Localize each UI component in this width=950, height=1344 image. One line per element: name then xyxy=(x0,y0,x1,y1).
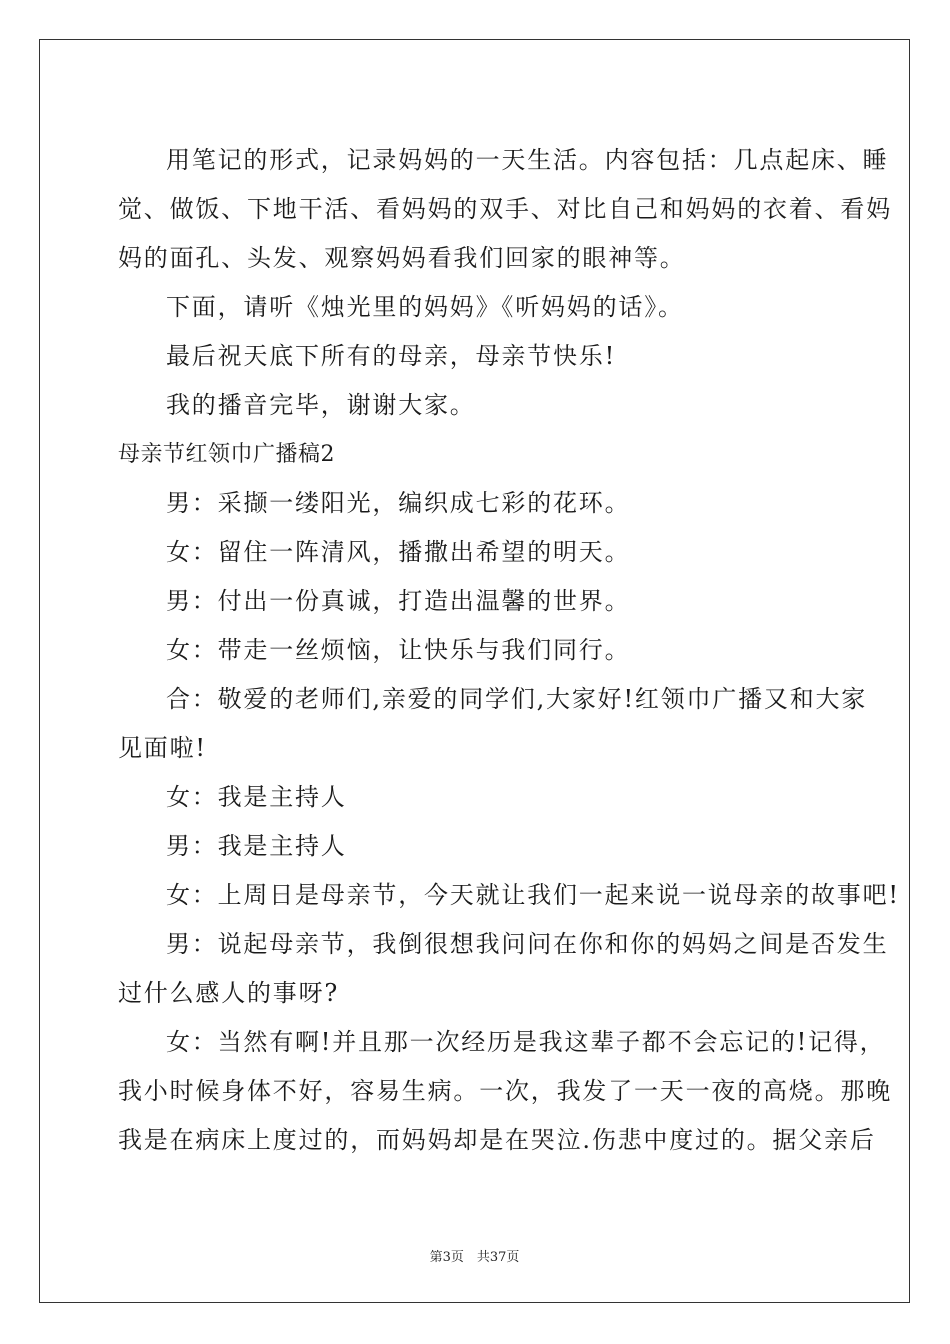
paragraph-line: 妈的面孔、头发、观察妈妈看我们回家的眼神等。 xyxy=(118,244,686,272)
paragraph-line: 男：我是主持人 xyxy=(166,832,347,860)
paragraph-line: 女：当然有啊!并且那一次经历是我这辈子都不会忘记的!记得， xyxy=(166,1028,886,1056)
page-footer: 第3页 共37页 xyxy=(429,1250,520,1265)
paragraph-line: 我的播音完毕，谢谢大家。 xyxy=(166,391,476,419)
paragraph-line: 见面啦! xyxy=(118,734,207,762)
paragraph-line: 我小时候身体不好，容易生病。一次，我发了一天一夜的高烧。那晚 xyxy=(118,1077,892,1105)
paragraph-line: 最后祝天底下所有的母亲，母亲节快乐! xyxy=(166,342,617,370)
paragraph-line: 女：上周日是母亲节，今天就让我们一起来说一说母亲的故事吧! xyxy=(166,881,900,909)
paragraph-line: 女：带走一丝烦恼，让快乐与我们同行。 xyxy=(166,636,631,664)
paragraph-line: 过什么感人的事呀? xyxy=(118,979,340,1007)
paragraph-line: 用笔记的形式，记录妈妈的一天生活。内容包括：几点起床、睡 xyxy=(166,146,889,174)
paragraph-line: 觉、做饭、下地干活、看妈妈的双手、对比自己和妈妈的衣着、看妈 xyxy=(118,195,892,223)
paragraph-line: 男：说起母亲节，我倒很想我问问在你和你的妈妈之间是否发生 xyxy=(166,930,889,958)
paragraph-line: 下面，请听《烛光里的妈妈》《听妈妈的话》。 xyxy=(166,293,684,321)
section-heading: 母亲节红领巾广播稿2 xyxy=(118,442,335,467)
page xyxy=(39,39,910,1303)
paragraph-line: 女：我是主持人 xyxy=(166,783,347,811)
document-body xyxy=(118,136,900,1165)
paragraph-line: 我是在病床上度过的，而妈妈却是在哭泣.伤悲中度过的。据父亲后 xyxy=(118,1126,876,1154)
paragraph-line: 男：采撷一缕阳光，编织成七彩的花环。 xyxy=(166,489,631,517)
paragraph-line: 合：敬爱的老师们,亲爱的同学们,大家好!红领巾广播又和大家 xyxy=(166,685,868,713)
paragraph-line: 男：付出一份真诚，打造出温馨的世界。 xyxy=(166,587,631,615)
paragraph-line: 女：留住一阵清风，播撒出希望的明天。 xyxy=(166,538,631,566)
